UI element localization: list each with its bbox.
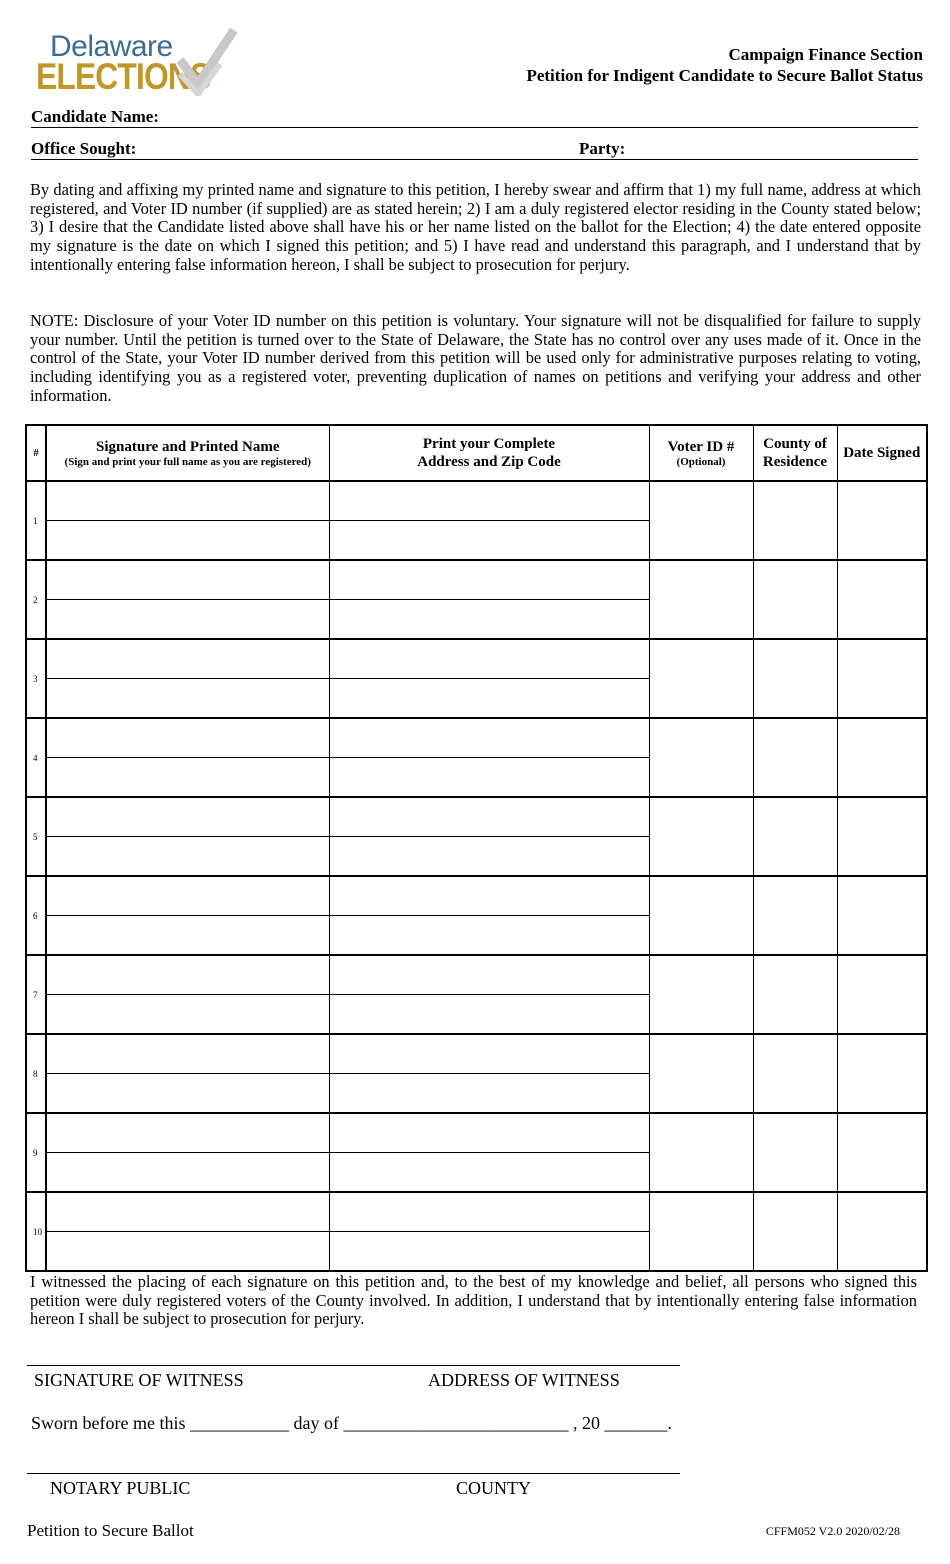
form-title: Petition for Indigent Candidate to Secure Ballot Status (526, 66, 923, 85)
row-number: 8 (26, 1034, 46, 1113)
voter-id-cell[interactable] (649, 876, 753, 955)
printed-name-cell[interactable] (46, 1232, 329, 1272)
voter-id-cell[interactable] (649, 481, 753, 560)
header-date-signed: Date Signed (837, 425, 927, 481)
address-line-2-cell[interactable] (329, 521, 649, 561)
table-row (26, 560, 927, 600)
notary-county-label: COUNTY (456, 1478, 531, 1498)
header-signature-title: Signature and Printed Name (96, 438, 280, 455)
printed-name-cell[interactable] (46, 521, 329, 561)
footer-form-name: Petition to Secure Ballot (27, 1521, 194, 1540)
signature-cell[interactable] (46, 797, 329, 837)
county-cell[interactable] (753, 955, 837, 1034)
address-cell[interactable] (329, 955, 649, 995)
date-signed-cell[interactable] (837, 481, 927, 560)
address-line-2-cell[interactable] (329, 995, 649, 1035)
note-paragraph: NOTE: Disclosure of your Voter ID number on this petition is voluntary. Your signature will not be disqualified for failure to supply your number. Until the petition is turned over to the State of Delaware, the State has no control over any uses made of it. Once in the control of the State, your Voter ID number derived from this petition will be used only for administrative purposes relating to voting, including identifying you as a registered voter, preventing duplication of names on petitions and verifying your address and other information. (30, 311, 921, 405)
printed-name-cell[interactable] (46, 995, 329, 1035)
date-signed-cell[interactable] (837, 1113, 927, 1192)
table-row (26, 718, 927, 758)
sworn-line: Sworn before me this ___________ day of _________________________ , 20 _______. (31, 1413, 672, 1433)
candidate-name-field[interactable] (31, 105, 918, 128)
address-line-2-cell[interactable] (329, 758, 649, 798)
section-title: Campaign Finance Section (728, 45, 923, 64)
table-row (26, 1034, 927, 1074)
header-county-l1: County of (763, 436, 827, 452)
signature-cell[interactable] (46, 639, 329, 679)
printed-name-cell[interactable] (46, 679, 329, 719)
office-party-field[interactable] (31, 137, 918, 160)
row-number: 10 (26, 1192, 46, 1271)
address-cell[interactable] (329, 481, 649, 521)
row-number: 6 (26, 876, 46, 955)
voter-id-cell[interactable] (649, 955, 753, 1034)
witness-address-label: ADDRESS OF WITNESS (428, 1370, 620, 1390)
header-address (329, 425, 649, 481)
table-row (26, 876, 927, 916)
address-cell[interactable] (329, 1113, 649, 1153)
county-cell[interactable] (753, 718, 837, 797)
address-cell[interactable] (329, 876, 649, 916)
voter-id-cell[interactable] (649, 639, 753, 718)
witness-signature-line[interactable] (27, 1365, 680, 1366)
row-number: 3 (26, 639, 46, 718)
table-row (26, 955, 927, 995)
address-line-2-cell[interactable] (329, 1074, 649, 1114)
date-signed-cell[interactable] (837, 718, 927, 797)
date-signed-cell[interactable] (837, 797, 927, 876)
printed-name-cell[interactable] (46, 1074, 329, 1114)
address-line-2-cell[interactable] (329, 837, 649, 877)
footer-form-code: CFFM052 V2.0 2020/02/28 (765, 1524, 900, 1538)
signature-cell[interactable] (46, 1034, 329, 1074)
voter-id-cell[interactable] (649, 718, 753, 797)
date-signed-cell[interactable] (837, 639, 927, 718)
row-number: 4 (26, 718, 46, 797)
table-row (26, 481, 927, 521)
voter-id-cell[interactable] (649, 797, 753, 876)
county-cell[interactable] (753, 639, 837, 718)
header-signature-sub: (Sign and print your full name as you are registered) (64, 455, 311, 468)
printed-name-cell[interactable] (46, 837, 329, 877)
witness-statement: I witnessed the placing of each signature on this petition and, to the best of my knowledge and belief, all persons who signed this petition were duly registered voters of the County involved. In addition, I understand that by intentionally entering false information hereon I shall be subject to prosecution for perjury. (30, 1272, 917, 1329)
row-number: 9 (26, 1113, 46, 1192)
address-line-2-cell[interactable] (329, 1153, 649, 1193)
voter-id-cell[interactable] (649, 1113, 753, 1192)
header-address-l1: Print your Complete (422, 436, 556, 452)
county-cell[interactable] (753, 797, 837, 876)
address-cell[interactable] (329, 797, 649, 837)
address-cell[interactable] (329, 560, 649, 600)
candidate-name-label: Candidate Name: (31, 107, 159, 126)
notary-public-label: NOTARY PUBLIC (50, 1478, 191, 1498)
header-voter-id-title: Voter ID # (667, 438, 735, 455)
signature-cell[interactable] (46, 560, 329, 600)
office-sought-label: Office Sought: (31, 139, 137, 158)
checkmark-icon (176, 26, 240, 96)
row-number: 5 (26, 797, 46, 876)
printed-name-cell[interactable] (46, 916, 329, 956)
county-cell[interactable] (753, 1192, 837, 1271)
address-line-2-cell[interactable] (329, 679, 649, 719)
county-cell[interactable] (753, 1113, 837, 1192)
signature-cell[interactable] (46, 1192, 329, 1232)
table-row (26, 1192, 927, 1232)
notary-signature-line[interactable] (27, 1473, 680, 1474)
form-header (526, 44, 923, 86)
logo-bottom-word: ELECTIONS (36, 56, 211, 97)
voter-id-cell[interactable] (649, 1192, 753, 1271)
address-cell[interactable] (329, 639, 649, 679)
table-header-row (26, 425, 927, 481)
address-cell[interactable] (329, 1034, 649, 1074)
signature-cell[interactable] (46, 1113, 329, 1153)
party-label: Party: (579, 139, 626, 158)
header-number: # (26, 425, 46, 481)
voter-id-cell[interactable] (649, 560, 753, 639)
table-row (26, 639, 927, 679)
logo-top-word: Delaware (50, 30, 173, 63)
header-county-l2: Residence (762, 454, 828, 470)
date-signed-cell[interactable] (837, 1034, 927, 1113)
county-cell[interactable] (753, 481, 837, 560)
header-address-l2: Address and Zip Code (417, 454, 561, 470)
county-cell[interactable] (753, 1034, 837, 1113)
printed-name-cell[interactable] (46, 1153, 329, 1193)
address-line-2-cell[interactable] (329, 1232, 649, 1272)
date-signed-cell[interactable] (837, 955, 927, 1034)
signature-cell[interactable] (46, 876, 329, 916)
row-number: 2 (26, 560, 46, 639)
date-signed-cell[interactable] (837, 876, 927, 955)
header-county (753, 425, 837, 481)
witness-signature-label: SIGNATURE OF WITNESS (34, 1370, 244, 1390)
printed-name-cell[interactable] (46, 758, 329, 798)
header-voter-id (649, 425, 753, 481)
date-signed-cell[interactable] (837, 1192, 927, 1271)
county-cell[interactable] (753, 560, 837, 639)
signature-cell[interactable] (46, 718, 329, 758)
printed-name-cell[interactable] (46, 600, 329, 640)
signature-cell[interactable] (46, 481, 329, 521)
row-number: 7 (26, 955, 46, 1034)
voter-id-cell[interactable] (649, 1034, 753, 1113)
row-number: 1 (26, 481, 46, 560)
table-row (26, 797, 927, 837)
header-signature (46, 425, 329, 481)
date-signed-cell[interactable] (837, 560, 927, 639)
address-cell[interactable] (329, 718, 649, 758)
delaware-elections-logo (36, 26, 246, 98)
header-voter-id-sub: (Optional) (676, 455, 726, 468)
county-cell[interactable] (753, 876, 837, 955)
signature-cell[interactable] (46, 955, 329, 995)
table-row (26, 1113, 927, 1153)
address-cell[interactable] (329, 1192, 649, 1232)
address-line-2-cell[interactable] (329, 600, 649, 640)
address-line-2-cell[interactable] (329, 916, 649, 956)
affirmation-paragraph: By dating and affixing my printed name and signature to this petition, I hereby swear and affirm that 1) my full name, address at which registered, and Voter ID number (if supplied) are as stated herein; 2) I am a duly registered elector residing in the County stated below; 3) I desire that the Candidate listed above shall have his or her name listed on the ballot for the Election; 4) the date entered opposite my signature is the date on which I signed this petition; and 5) I have read and understand this paragraph, and I understand that by intentionally entering false information hereon, I shall be subject to prosecution for perjury. (30, 180, 921, 274)
petition-signature-table (25, 424, 928, 1272)
